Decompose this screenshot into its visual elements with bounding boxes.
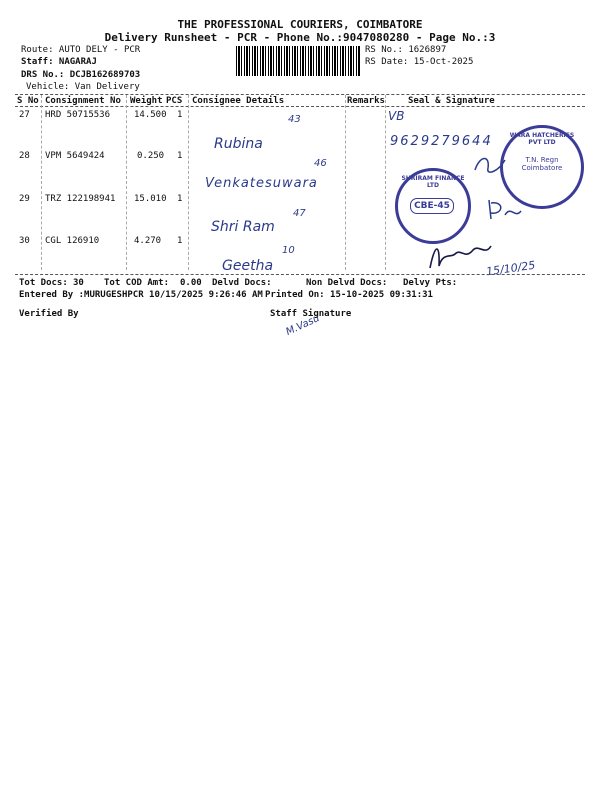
tot-docs-label: Tot Docs:: [19, 278, 68, 288]
handwritten-number: 10: [282, 245, 295, 256]
tot-docs-value: 30: [73, 278, 84, 288]
rs-number: RS No.: 1626897: [365, 45, 447, 55]
row-consignment: HRD 50715536: [45, 110, 111, 120]
handwritten-number: 47: [293, 208, 306, 219]
staff-signature-label: Staff Signature: [270, 309, 352, 319]
non-delvd-docs: Non Delvd Docs:: [306, 278, 388, 288]
col-consignment: Consignment No: [45, 96, 121, 106]
hatcheries-stamp: [500, 125, 584, 209]
handwritten-phone: 9629279644: [390, 134, 493, 149]
tot-cod-label: Tot COD Amt:: [104, 278, 170, 288]
row-sno: 29: [19, 194, 30, 204]
printed-on: Printed On: 15-10-2025 09:31:31: [265, 290, 433, 300]
handwritten-number: 43: [288, 114, 301, 125]
route-text: Route: AUTO DELY - PCR: [21, 45, 141, 55]
verified-by: Verified By: [19, 309, 79, 319]
row-pcs: 1: [177, 110, 183, 120]
col-divider: [345, 95, 346, 270]
header-bottom-rule: [15, 106, 585, 107]
col-divider: [126, 95, 127, 270]
stamp-center: T.N. Regn Coimbatore: [521, 156, 563, 172]
row-weight: 14.500: [134, 110, 167, 120]
col-divider: [188, 95, 189, 270]
stamp-text: SHRIRAM FINANCE LTD: [401, 175, 465, 189]
footer-rule: [15, 274, 585, 275]
row-consignment: TRZ 122198941: [45, 194, 116, 204]
row-pcs: 1: [177, 194, 183, 204]
handwritten-consignee: Rubina: [214, 136, 263, 152]
row-weight: 15.010: [134, 194, 167, 204]
col-weight: Weight: [130, 96, 163, 106]
row-weight: 4.270: [134, 236, 162, 246]
row-pcs: 1: [177, 151, 183, 161]
col-divider: [385, 95, 386, 270]
delvy-pts: Delvy Pts:: [403, 278, 458, 288]
col-divider: [41, 95, 42, 270]
staff-text: Staff: NAGARAJ: [21, 57, 97, 67]
company-title: THE PROFESSIONAL COURIERS, COIMBATORE: [177, 18, 423, 31]
row-consignment: CGL 126910: [45, 236, 100, 246]
row-pcs: 1: [177, 236, 183, 246]
staff-handwritten-signature: M.Vasu: [284, 312, 322, 339]
col-pcs: PCS: [166, 96, 183, 106]
vehicle-text: Vehicle: Van Delivery: [26, 82, 140, 92]
handwritten-number: 46: [314, 158, 327, 169]
col-seal: Seal & Signature: [408, 96, 495, 106]
row-sno: 28: [19, 151, 30, 161]
col-remarks: Remarks: [347, 96, 385, 106]
entered-by: Entered By :MURUGESHPCR 10/15/2025 9:26:46 AM: [19, 290, 263, 300]
delvd-docs: Delvd Docs:: [212, 278, 272, 288]
handwritten-consignee: Geetha: [222, 258, 274, 274]
handwritten-date: 15/10/25: [485, 258, 537, 279]
col-sno: S No: [17, 96, 39, 106]
row-sno: 27: [19, 110, 30, 120]
header-top-rule: [15, 94, 585, 95]
tot-cod-value: 0.00: [180, 278, 202, 288]
runsheet-subtitle: Delivery Runsheet - PCR - Phone No.:9047080280 - Page No.:3: [104, 31, 496, 44]
stamp-center: CBE-45: [410, 198, 454, 214]
handwritten-initials: VB: [388, 109, 405, 123]
handwritten-consignee: Shri Ram: [211, 219, 275, 235]
row-sno: 30: [19, 236, 30, 246]
col-consignee: Consignee Details: [192, 96, 285, 106]
row-weight: 0.250: [137, 151, 165, 161]
shriram-stamp: [395, 168, 471, 244]
barcode: [236, 46, 360, 76]
stamp-text: WARA HATCHERIES PVT LTD: [509, 132, 575, 146]
drs-text: DRS No.: DCJB162689703: [21, 70, 141, 80]
rs-date: RS Date: 15-Oct-2025: [365, 57, 474, 67]
row-consignment: VPM 5649424: [45, 151, 105, 161]
handwritten-consignee: Venkatesuwara: [205, 176, 318, 191]
